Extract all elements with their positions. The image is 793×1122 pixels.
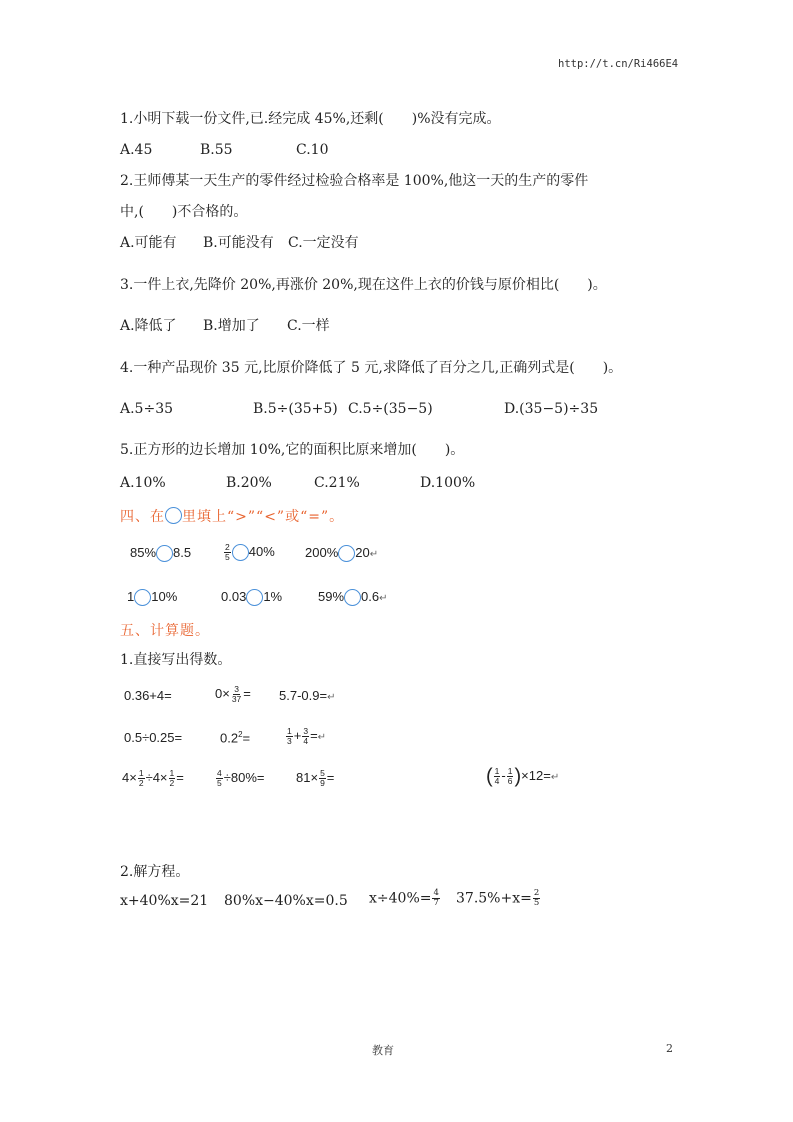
- question-5-text: 5.正方形的边长增加 10%,它的面积比原来增加( )。: [120, 442, 465, 458]
- question-5-option-c: C.21%: [314, 475, 360, 491]
- answer-circle[interactable]: [134, 589, 151, 606]
- question-5-option-a: A.10%: [120, 475, 166, 491]
- question-1-option-b: B.55: [200, 142, 233, 158]
- header-url: http://t.cn/Ri466E4: [558, 58, 679, 70]
- question-5-option-b: B.20%: [226, 475, 272, 491]
- equation-2: 80%x−40%x=0.5: [224, 893, 348, 909]
- question-3-option-a: A.降低了: [120, 318, 177, 334]
- calc-6: $\frac{1}{3}$ + $\frac{3}{4}$ =↵: [287, 726, 327, 746]
- fraction: $\frac{1}{6}$: [507, 766, 513, 786]
- compare-item-1: 85% 8.5: [130, 545, 191, 562]
- question-2-option-b: B.可能没有: [203, 235, 274, 251]
- question-4-option-d: D.(35−5)÷35: [504, 401, 599, 417]
- calc-1: 0.36+4=: [124, 688, 172, 703]
- answer-circle[interactable]: [344, 589, 361, 606]
- section-5-sub2: 2.解方程。: [120, 864, 190, 880]
- section-5-sub1: 1.直接写出得数。: [120, 652, 232, 668]
- return-mark: ↵: [550, 771, 560, 783]
- calc-10: ( $\frac{1}{4}$ - $\frac{1}{6}$ )×12=↵: [486, 765, 560, 788]
- return-mark: ↵: [369, 549, 379, 560]
- fraction: $\frac{1}{3}$: [287, 726, 292, 746]
- question-4-option-b: B.5÷(35+5): [253, 401, 338, 417]
- question-4-option-a: A.5÷35: [120, 401, 174, 417]
- fraction: $\frac{1}{4}$: [494, 766, 500, 786]
- section-5-title: 五、计算题。: [120, 623, 210, 639]
- equation-4: 37.5%+x= $\frac{2}{5}$: [456, 888, 540, 908]
- compare-item-3: 200% 20↵: [305, 545, 378, 562]
- compare-item-5: 0.03 1%: [221, 589, 282, 606]
- calc-5: $0.2^2=$: [220, 730, 251, 746]
- return-mark: ↵: [317, 731, 327, 743]
- fraction: $\frac{1}{2}$: [169, 768, 175, 788]
- calc-8: $\frac{4}{5}$ ÷80%=: [217, 768, 265, 788]
- fraction: $\frac{2}{5}$: [225, 542, 230, 562]
- fraction: $\frac{1}{2}$: [138, 768, 144, 788]
- equation-3: x÷40%= $\frac{4}{7}$: [369, 888, 439, 908]
- fraction: $\frac{4}{7}$: [433, 888, 439, 908]
- fraction: $\frac{2}{5}$: [533, 888, 540, 908]
- compare-item-4: 1 10%: [127, 589, 177, 606]
- calc-7: 4× $\frac{1}{2}$ ÷4× $\frac{1}{2}$ =: [122, 768, 184, 788]
- fraction: $\frac{3}{37}$: [231, 684, 242, 704]
- calc-3: 5.7-0.9=↵: [279, 688, 336, 703]
- calc-9: 81× $\frac{5}{9}$ =: [296, 768, 335, 788]
- calc-2: 0× $\frac{3}{37}$ =: [215, 684, 251, 704]
- equation-1: x+40%x=21: [120, 893, 209, 909]
- question-1-option-a: A.45: [120, 142, 153, 158]
- question-2-text-line2: 中,( )不合格的。: [120, 204, 248, 220]
- return-mark: ↵: [379, 593, 388, 604]
- return-mark: ↵: [327, 692, 336, 703]
- footer-label: 教育: [372, 1044, 394, 1057]
- question-2-option-a: A.可能有: [120, 235, 177, 251]
- answer-circle[interactable]: [156, 545, 173, 562]
- question-3-option-b: B.增加了: [203, 318, 260, 334]
- question-4-text: 4.一种产品现价 35 元,比原价降低了 5 元,求降低了百分之几,正确列式是( )。: [120, 360, 623, 376]
- answer-circle[interactable]: [338, 545, 355, 562]
- question-5-option-d: D.100%: [420, 475, 476, 491]
- section-4-title: 四、在 里填上“>”“<”或“=”。: [120, 506, 344, 526]
- question-3-text: 3.一件上衣,先降价 20%,再涨价 20%,现在这件上衣的价钱与原价相比( )。: [120, 277, 607, 293]
- fraction: $\frac{3}{4}$: [303, 726, 309, 746]
- fraction: $\frac{4}{5}$: [217, 768, 222, 788]
- question-2-text-line1: 2.王师傅某一天生产的零件经过检验合格率是 100%,他这一天的生产的零件: [120, 173, 589, 189]
- calc-4: 0.5÷0.25=: [124, 730, 183, 745]
- compare-item-2: $\frac{2}{5}$ 40%: [225, 542, 275, 562]
- answer-circle[interactable]: [232, 544, 249, 561]
- question-4-option-c: C.5÷(35−5): [348, 401, 433, 417]
- question-3-option-c: C.一样: [287, 318, 330, 334]
- question-1-text: 1.小明下载一份文件,已.经完成 45%,还剩( )%没有完成。: [120, 111, 501, 127]
- compare-item-6: 59% 0.6↵: [318, 589, 388, 606]
- fraction: $\frac{5}{9}$: [320, 768, 325, 788]
- compare-circle-icon: [165, 507, 182, 524]
- question-2-option-c: C.一定没有: [288, 235, 359, 251]
- page-number: 2: [666, 1042, 673, 1055]
- question-1-option-c: C.10: [296, 142, 329, 158]
- answer-circle[interactable]: [246, 589, 263, 606]
